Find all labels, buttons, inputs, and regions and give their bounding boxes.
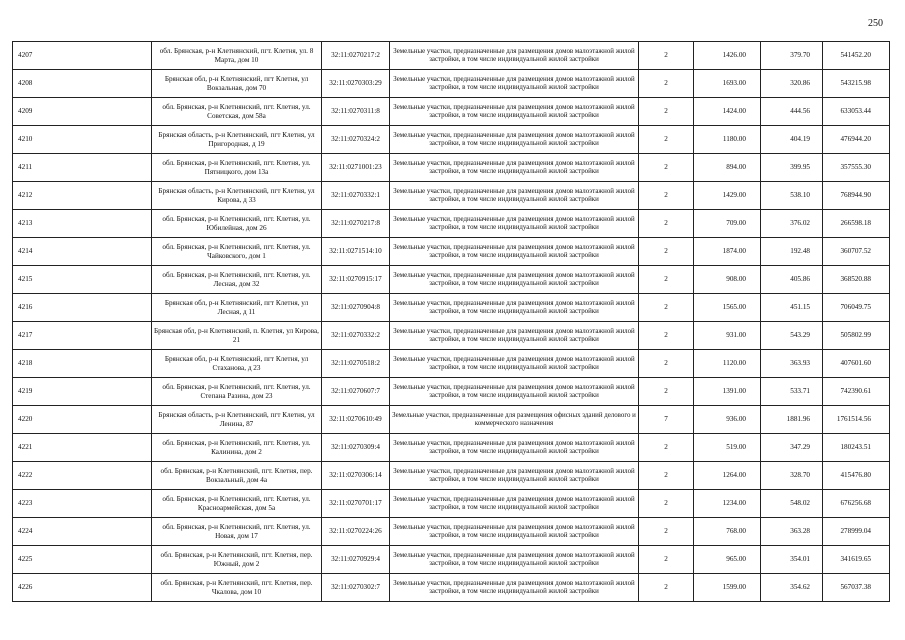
- specific-value-cell: 354.62: [761, 574, 823, 602]
- cadastral-number-cell: 32:11:0270309:4: [322, 434, 390, 462]
- row-number-cell: 4224: [13, 518, 152, 546]
- table-row: [13, 406, 890, 434]
- address-cell: Брянская обл, р-н Клетнянский, пгт Клетня, ул Вокзальная, дом 70: [152, 70, 322, 98]
- group-cell: 2: [639, 574, 694, 602]
- land-use-cell: Земельные участки, предназначенные для размещения домов малоэтажной жилой застройки, в том числе индивидуальной жилой застройки: [390, 266, 639, 294]
- address-cell: обл. Брянская, р-н Клетнянский, пгт. Клетня, ул. Юбилейная, дом 26: [152, 210, 322, 238]
- cadastral-number-cell: 32:11:0271514:10: [322, 238, 390, 266]
- land-use-cell: Земельные участки, предназначенные для размещения домов малоэтажной жилой застройки, в том числе индивидуальной жилой застройки: [390, 98, 639, 126]
- cadastral-number-cell: 32:11:0270224:26: [322, 518, 390, 546]
- specific-value-cell: 328.70: [761, 462, 823, 490]
- cadastral-value-cell: 278999.04: [823, 518, 890, 546]
- area-cell: 936.00: [694, 406, 761, 434]
- cadastral-value-cell: 505802.99: [823, 322, 890, 350]
- specific-value-cell: 1881.96: [761, 406, 823, 434]
- land-use-cell: Земельные участки, предназначенные для размещения домов малоэтажной жилой застройки, в том числе индивидуальной жилой застройки: [390, 294, 639, 322]
- land-use-cell: Земельные участки, предназначенные для размещения домов малоэтажной жилой застройки, в том числе индивидуальной жилой застройки: [390, 574, 639, 602]
- address-cell: обл. Брянская, р-н Клетнянский, пгт. Клетня, ул. Лесная, дом 32: [152, 266, 322, 294]
- address-cell: обл. Брянская, р-н Клетнянский, пгт. Клетня, ул. Советская, дом 58а: [152, 98, 322, 126]
- row-number-cell: 4207: [13, 42, 152, 70]
- row-number-cell: 4208: [13, 70, 152, 98]
- group-cell: 2: [639, 154, 694, 182]
- area-cell: 519.00: [694, 434, 761, 462]
- cadastral-value-cell: 360707.52: [823, 238, 890, 266]
- group-cell: 2: [639, 210, 694, 238]
- address-cell: обл. Брянская, р-н Клетнянский, пгт. Клетня, ул. Новая, дом 17: [152, 518, 322, 546]
- specific-value-cell: 354.01: [761, 546, 823, 574]
- area-cell: 894.00: [694, 154, 761, 182]
- address-cell: Брянская область, р-н Клетнянский, пгт Клетня, ул Ленина, 87: [152, 406, 322, 434]
- cadastral-number-cell: 32:11:0270915:17: [322, 266, 390, 294]
- row-number-cell: 4210: [13, 126, 152, 154]
- specific-value-cell: 347.29: [761, 434, 823, 462]
- row-number-cell: 4211: [13, 154, 152, 182]
- cadastral-number-cell: 32:11:0270701:17: [322, 490, 390, 518]
- group-cell: 2: [639, 42, 694, 70]
- table-row: [13, 126, 890, 154]
- row-number-cell: 4221: [13, 434, 152, 462]
- address-cell: Брянская обл, р-н Клетнянский, пгт Клетня, ул Лесная, д 11: [152, 294, 322, 322]
- address-cell: обл. Брянская, р-н Клетнянский, пгт. Клетня, ул. Чайковского, дом 1: [152, 238, 322, 266]
- cadastral-value-cell: 357555.30: [823, 154, 890, 182]
- land-use-cell: Земельные участки, предназначенные для размещения домов малоэтажной жилой застройки, в том числе индивидуальной жилой застройки: [390, 518, 639, 546]
- specific-value-cell: 192.48: [761, 238, 823, 266]
- cadastral-number-cell: 32:11:0270929:4: [322, 546, 390, 574]
- group-cell: 2: [639, 70, 694, 98]
- row-number-cell: 4222: [13, 462, 152, 490]
- table-row: [13, 294, 890, 322]
- area-cell: 1693.00: [694, 70, 761, 98]
- group-cell: 2: [639, 182, 694, 210]
- address-cell: обл. Брянская, р-н Клетнянский, пгт. Клетня, ул. Степана Разина, дом 23: [152, 378, 322, 406]
- table-body: [13, 42, 890, 602]
- specific-value-cell: 363.28: [761, 518, 823, 546]
- row-number-cell: 4218: [13, 350, 152, 378]
- cadastral-number-cell: 32:11:0271001:23: [322, 154, 390, 182]
- row-number-cell: 4225: [13, 546, 152, 574]
- table-row: [13, 322, 890, 350]
- land-use-cell: Земельные участки, предназначенные для размещения домов малоэтажной жилой застройки, в том числе индивидуальной жилой застройки: [390, 322, 639, 350]
- address-cell: обл. Брянская, р-н Клетнянский, пгт. Клетня, ул. Красноармейская, дом 5а: [152, 490, 322, 518]
- address-cell: обл. Брянская, р-н Клетнянский, пгт. Клетня, ул. Калинина, дом 2: [152, 434, 322, 462]
- cadastral-value-cell: 1761514.56: [823, 406, 890, 434]
- area-cell: 1264.00: [694, 462, 761, 490]
- table-row: [13, 154, 890, 182]
- table-row: [13, 462, 890, 490]
- address-cell: Брянская область, р-н Клетнянский, пгт Клетня, ул Кирова, д 33: [152, 182, 322, 210]
- table-row: [13, 42, 890, 70]
- row-number-cell: 4212: [13, 182, 152, 210]
- group-cell: 2: [639, 350, 694, 378]
- cadastral-value-cell: 266598.18: [823, 210, 890, 238]
- land-use-cell: Земельные участки, предназначенные для размещения домов малоэтажной жилой застройки, в том числе индивидуальной жилой застройки: [390, 154, 639, 182]
- table-row: [13, 574, 890, 602]
- group-cell: 2: [639, 98, 694, 126]
- cadastral-value-cell: 676256.68: [823, 490, 890, 518]
- land-use-cell: Земельные участки, предназначенные для размещения домов малоэтажной жилой застройки, в том числе индивидуальной жилой застройки: [390, 70, 639, 98]
- land-use-cell: Земельные участки, предназначенные для размещения офисных зданий делового и коммерческого назначения: [390, 406, 639, 434]
- area-cell: 1391.00: [694, 378, 761, 406]
- cadastral-number-cell: 32:11:0270518:2: [322, 350, 390, 378]
- cadastral-value-cell: 543215.98: [823, 70, 890, 98]
- land-use-cell: Земельные участки, предназначенные для размещения домов малоэтажной жилой застройки, в том числе индивидуальной жилой застройки: [390, 490, 639, 518]
- table-row: [13, 238, 890, 266]
- address-cell: обл. Брянская, р-н Клетнянский, пгт. Клетня, ул. 8 Марта, дом 10: [152, 42, 322, 70]
- table-row: [13, 518, 890, 546]
- cadastral-number-cell: 32:11:0270217:8: [322, 210, 390, 238]
- row-number-cell: 4220: [13, 406, 152, 434]
- group-cell: 2: [639, 294, 694, 322]
- area-cell: 1429.00: [694, 182, 761, 210]
- cadastral-value-cell: 476944.20: [823, 126, 890, 154]
- group-cell: 2: [639, 266, 694, 294]
- area-cell: 931.00: [694, 322, 761, 350]
- land-use-cell: Земельные участки, предназначенные для размещения домов малоэтажной жилой застройки, в том числе индивидуальной жилой застройки: [390, 378, 639, 406]
- land-use-cell: Земельные участки, предназначенные для размещения домов малоэтажной жилой застройки, в том числе индивидуальной жилой застройки: [390, 350, 639, 378]
- land-use-cell: Земельные участки, предназначенные для размещения домов малоэтажной жилой застройки, в том числе индивидуальной жилой застройки: [390, 126, 639, 154]
- cadastral-number-cell: 32:11:0270324:2: [322, 126, 390, 154]
- land-use-cell: Земельные участки, предназначенные для размещения домов малоэтажной жилой застройки, в том числе индивидуальной жилой застройки: [390, 546, 639, 574]
- group-cell: 2: [639, 546, 694, 574]
- row-number-cell: 4215: [13, 266, 152, 294]
- address-cell: Брянская обл, р-н Клетнянский, п. Клетня, ул Кирова, 21: [152, 322, 322, 350]
- specific-value-cell: 538.10: [761, 182, 823, 210]
- specific-value-cell: 379.70: [761, 42, 823, 70]
- cadastral-number-cell: 32:11:0270302:7: [322, 574, 390, 602]
- land-use-cell: Земельные участки, предназначенные для размещения домов малоэтажной жилой застройки, в том числе индивидуальной жилой застройки: [390, 182, 639, 210]
- row-number-cell: 4226: [13, 574, 152, 602]
- area-cell: 908.00: [694, 266, 761, 294]
- row-number-cell: 4219: [13, 378, 152, 406]
- table-row: [13, 546, 890, 574]
- cadastral-value-cell: 742390.61: [823, 378, 890, 406]
- cadastral-value-cell: 706049.75: [823, 294, 890, 322]
- specific-value-cell: 376.02: [761, 210, 823, 238]
- cadastral-number-cell: 32:11:0270303:29: [322, 70, 390, 98]
- page-number: 250: [868, 18, 883, 29]
- area-cell: 1424.00: [694, 98, 761, 126]
- area-cell: 1234.00: [694, 490, 761, 518]
- group-cell: 2: [639, 126, 694, 154]
- group-cell: 2: [639, 322, 694, 350]
- cadastral-value-cell: 768944.90: [823, 182, 890, 210]
- row-number-cell: 4209: [13, 98, 152, 126]
- specific-value-cell: 405.86: [761, 266, 823, 294]
- cadastral-number-cell: 32:11:0270607:7: [322, 378, 390, 406]
- cadastral-number-cell: 32:11:0270306:14: [322, 462, 390, 490]
- address-cell: Брянская область, р-н Клетнянский, пгт Клетня, ул Пригородная, д 19: [152, 126, 322, 154]
- area-cell: 768.00: [694, 518, 761, 546]
- land-use-cell: Земельные участки, предназначенные для размещения домов малоэтажной жилой застройки, в том числе индивидуальной жилой застройки: [390, 434, 639, 462]
- area-cell: 1599.00: [694, 574, 761, 602]
- specific-value-cell: 543.29: [761, 322, 823, 350]
- area-cell: 1874.00: [694, 238, 761, 266]
- row-number-cell: 4223: [13, 490, 152, 518]
- cadastral-number-cell: 32:11:0270311:8: [322, 98, 390, 126]
- cadastral-value-cell: 633053.44: [823, 98, 890, 126]
- cadastral-value-cell: 567037.38: [823, 574, 890, 602]
- cadastral-value-cell: 180243.51: [823, 434, 890, 462]
- group-cell: 2: [639, 238, 694, 266]
- cadastral-number-cell: 32:11:0270610:49: [322, 406, 390, 434]
- specific-value-cell: 320.86: [761, 70, 823, 98]
- area-cell: 1120.00: [694, 350, 761, 378]
- address-cell: обл. Брянская, р-н Клетнянский, пгт. Клетня, пер. Чкалова, дом 10: [152, 574, 322, 602]
- area-cell: 1426.00: [694, 42, 761, 70]
- area-cell: 1565.00: [694, 294, 761, 322]
- cadastral-value-cell: 415476.80: [823, 462, 890, 490]
- table-row: [13, 70, 890, 98]
- table-row: [13, 98, 890, 126]
- cadastral-value-cell: 407601.60: [823, 350, 890, 378]
- group-cell: 2: [639, 462, 694, 490]
- table-row: [13, 434, 890, 462]
- cadastral-value-cell: 341619.65: [823, 546, 890, 574]
- group-cell: 2: [639, 434, 694, 462]
- specific-value-cell: 363.93: [761, 350, 823, 378]
- group-cell: 2: [639, 490, 694, 518]
- row-number-cell: 4216: [13, 294, 152, 322]
- group-cell: 2: [639, 518, 694, 546]
- land-use-cell: Земельные участки, предназначенные для размещения домов малоэтажной жилой застройки, в том числе индивидуальной жилой застройки: [390, 462, 639, 490]
- cadastral-number-cell: 32:11:0270904:8: [322, 294, 390, 322]
- land-use-cell: Земельные участки, предназначенные для размещения домов малоэтажной жилой застройки, в том числе индивидуальной жилой застройки: [390, 42, 639, 70]
- table-row: [13, 350, 890, 378]
- table-row: [13, 210, 890, 238]
- cadastral-value-cell: 541452.20: [823, 42, 890, 70]
- row-number-cell: 4213: [13, 210, 152, 238]
- table-row: [13, 490, 890, 518]
- specific-value-cell: 404.19: [761, 126, 823, 154]
- address-cell: Брянская обл, р-н Клетнянский, пгт Клетня, ул Стаханова, д 23: [152, 350, 322, 378]
- group-cell: 7: [639, 406, 694, 434]
- cadastral-number-cell: 32:11:0270217:2: [322, 42, 390, 70]
- area-cell: 965.00: [694, 546, 761, 574]
- row-number-cell: 4217: [13, 322, 152, 350]
- cadastral-number-cell: 32:11:0270332:1: [322, 182, 390, 210]
- address-cell: обл. Брянская, р-н Клетнянский, пгт. Клетня, пер. Вокзальный, дом 4а: [152, 462, 322, 490]
- table-row: [13, 182, 890, 210]
- specific-value-cell: 451.15: [761, 294, 823, 322]
- cadastral-value-cell: 368520.88: [823, 266, 890, 294]
- address-cell: обл. Брянская, р-н Клетнянский, пгт. Клетня, ул. Пятницкого, дом 13а: [152, 154, 322, 182]
- group-cell: 2: [639, 378, 694, 406]
- area-cell: 1180.00: [694, 126, 761, 154]
- specific-value-cell: 548.02: [761, 490, 823, 518]
- land-use-cell: Земельные участки, предназначенные для размещения домов малоэтажной жилой застройки, в том числе индивидуальной жилой застройки: [390, 238, 639, 266]
- area-cell: 709.00: [694, 210, 761, 238]
- specific-value-cell: 533.71: [761, 378, 823, 406]
- specific-value-cell: 399.95: [761, 154, 823, 182]
- land-use-cell: Земельные участки, предназначенные для размещения домов малоэтажной жилой застройки, в том числе индивидуальной жилой застройки: [390, 210, 639, 238]
- specific-value-cell: 444.56: [761, 98, 823, 126]
- cadastral-value-table: [12, 41, 890, 602]
- cadastral-number-cell: 32:11:0270332:2: [322, 322, 390, 350]
- table-row: [13, 266, 890, 294]
- row-number-cell: 4214: [13, 238, 152, 266]
- table-row: [13, 378, 890, 406]
- address-cell: обл. Брянская, р-н Клетнянский, пгт. Клетня, пер. Южный, дом 2: [152, 546, 322, 574]
